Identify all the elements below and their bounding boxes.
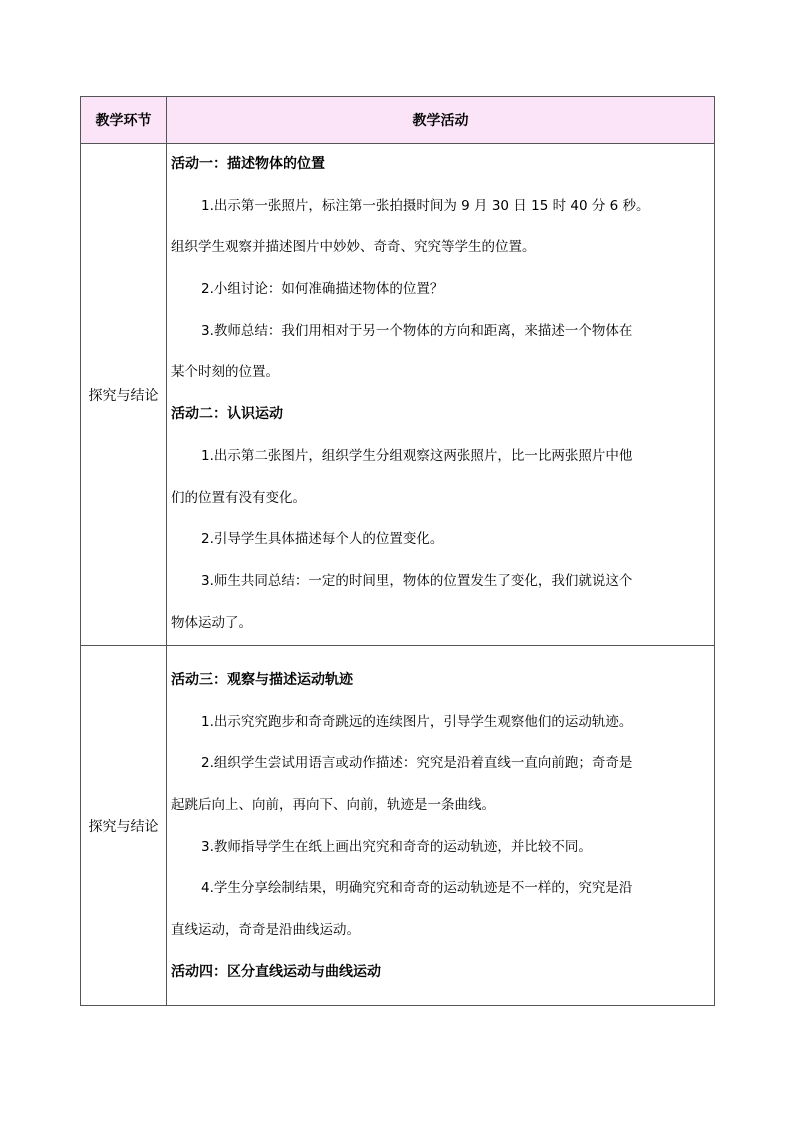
text-line: 1.出示第二张图片，组织学生分组观察这两张照片，比一比两张照片中他 — [201, 447, 633, 464]
activity-heading: 活动三：观察与描述运动轨迹 — [171, 672, 353, 688]
activity-heading: 活动二：认识运动 — [171, 406, 283, 423]
text-line: 3.教师指导学生在纸上画出究究和奇奇的运动轨迹，并比较不同。 — [201, 838, 592, 855]
text-line: 直线运动，奇奇是沿曲线运动。 — [171, 922, 360, 939]
activity-heading: 活动一：描述物体的位置 — [171, 156, 325, 172]
table-row — [81, 144, 715, 646]
section-label: 探究与结论 — [81, 646, 167, 1006]
text-line: 3.师生共同总结：一定的时间里，物体的位置发生了变化，我们就说这个 — [201, 572, 633, 589]
text-line: 4.学生分享绘制结果，明确究究和奇奇的运动轨迹是不一样的，究究是沿 — [201, 880, 633, 897]
text-line: 某个时刻的位置。 — [171, 364, 279, 381]
text-line: 2.组织学生尝试用语言或动作描述：究究是沿着直线一直向前跑；奇奇是 — [201, 755, 633, 772]
table-header-row — [81, 97, 715, 144]
activity-content — [167, 144, 715, 646]
text-line: 3.教师总结：我们用相对于另一个物体的方向和距离，来描述一个物体在 — [201, 322, 633, 339]
text-line: 们的位置有没有变化。 — [171, 489, 306, 506]
section-label: 探究与结论 — [81, 144, 167, 646]
text-line: 2.小组讨论：如何准确描述物体的位置？ — [201, 281, 444, 298]
activity-content — [167, 646, 715, 1006]
table-row — [81, 646, 715, 1006]
text-line: 2.引导学生具体描述每个人的位置变化。 — [201, 531, 444, 548]
text-line: 物体运动了。 — [171, 614, 252, 631]
text-line: 组织学生观察并描述图片中妙妙、奇奇、究究等学生的位置。 — [171, 239, 536, 256]
text-line: 1.出示第一张照片，标注第一张拍摄时间为 9 月 30 日 15 时 40 分 6 秒。 — [201, 197, 650, 214]
header-activity: 教学活动 — [167, 97, 715, 144]
activity-heading: 活动四：区分直线运动与曲线运动 — [171, 963, 381, 980]
text-line: 起跳后向上、向前，再向下、向前，轨迹是一条曲线。 — [171, 797, 495, 814]
text-line: 1.出示究究跑步和奇奇跳远的连续图片，引导学生观察他们的运动轨迹。 — [201, 713, 633, 730]
header-stage: 教学环节 — [81, 97, 167, 144]
lesson-table — [80, 96, 715, 1006]
